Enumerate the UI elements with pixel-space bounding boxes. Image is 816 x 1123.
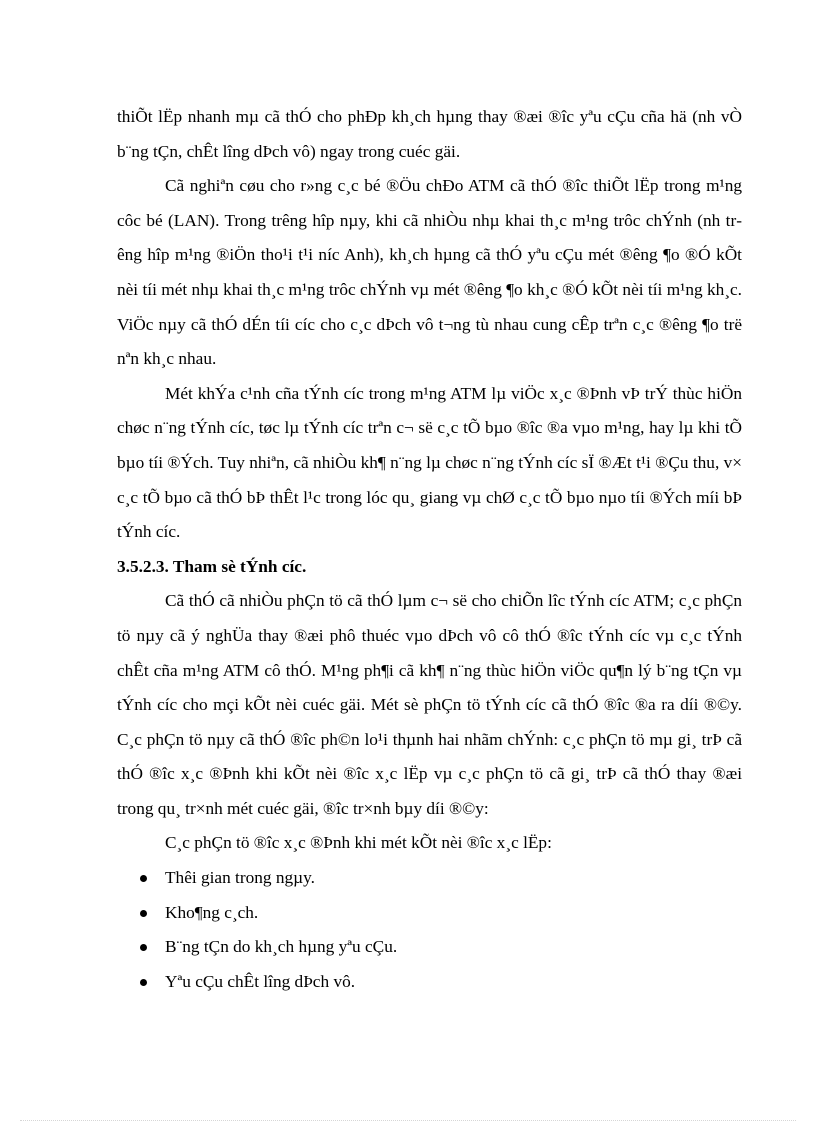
paragraph-2: Cã nghiªn cøu cho r»ng c¸c bé ®Öu chÐo ATM cã thÓ ®îc thiÕt lËp trong m¹ng côc bé (LAN). Trong trêng hîp nµy, khi cã nhiÒu nhµ khai th¸c m¹ng trôc chÝnh (nh trêng hîp m¹ng ®iÖn tho¹i t¹i níc Anh), kh¸ch hµng cã thÓ yªu cÇu mét ®êng ¶o ®Ó kÕt nèi tíi mét nhµ khai th¸c m¹ng trôc chÝnh vµ mét ®êng ¶o kh¸c ®Ó kÕt nèi tíi m¹ng kh¸c. ViÖc nµy cã thÓ dÉn tíi cíc cho c¸c dÞch vô t¬ng tù nhau cung cÊp trªn c¸c ®êng ¶o trë nªn kh¸c nhau. — [117, 176, 742, 369]
paragraph-5: C¸c phÇn tö ®îc x¸c ®Þnh khi mét kÕt nèi ®îc x¸c lËp: — [165, 833, 552, 853]
bullet-dot-icon — [140, 944, 147, 951]
bullet-list — [117, 861, 742, 999]
paragraph-4: Cã thÓ cã nhiÒu phÇn tö cã thÓ lµm c¬ së cho chiÕn lîc tÝnh cíc ATM; c¸c phÇn tö nµy cã ý nghÜa thay ®æi phô thuéc vµo dÞch vô cô thÓ ®îc tÝnh cíc vµ c¸c tÝnh chÊt cña m¹ng ATM cô thÓ. M¹ng ph¶i cã kh¶ n¨ng thùc hiÖn viÖc qu¶n lý b¨ng tÇn vµ tÝnh cíc cho mçi kÕt nèi cuéc gäi. Mét sè phÇn tö tÝnh cíc cã thÓ ®îc ®a ra díi ®©y. C¸c phÇn tö nµy cã thÓ ®îc ph©n lo¹i thµnh hai nhãm chÝnh: c¸c phÇn tö mµ gi¸ trÞ cã thÓ ®îc x¸c ®Þnh khi kÕt nèi ®îc x¸c lËp vµ c¸c phÇn tö cã gi¸ trÞ cã thÓ thay ®æi trong qu¸ tr×nh mét cuéc gäi, ®îc tr×nh bµy díi ®©y: — [117, 591, 742, 818]
list-item-text: Yªu cÇu chÊt lîng dÞch vô. — [165, 971, 356, 991]
footer-divider — [20, 1120, 796, 1121]
list-item-text: Thêi gian trong ngµy. — [165, 868, 315, 888]
list-item — [117, 965, 742, 1000]
list-item — [117, 861, 742, 896]
paragraph-3: Mét khÝa c¹nh cña tÝnh cíc trong m¹ng ATM lµ viÖc x¸c ®Þnh vÞ trÝ thùc hiÖn chøc n¨ng tÝnh cíc, tøc lµ tÝnh cíc trªn c¬ së c¸c tÕ bµo ®îc ®a vµo m¹ng, hay lµ khi tÕ bµo tíi ®Ých. Tuy nhiªn, cã nhiÒu kh¶ n¨ng lµ chøc n¨ng tÝnh cíc sÏ ®Æt t¹i ®Çu thu, v× c¸c tÕ bµo cã thÓ bÞ thÊt l¹c trong lóc qu¸ giang vµ chØ c¸c tÕ bµo nµo tíi ®Ých míi bÞ tÝnh cíc. — [117, 383, 742, 542]
bullet-dot-icon — [140, 875, 147, 882]
bullet-dot-icon — [140, 910, 147, 917]
document-page — [117, 100, 742, 999]
bullet-dot-icon — [140, 979, 147, 986]
list-item-text: Kho¶ng c¸ch. — [165, 902, 259, 922]
paragraph-1: thiÕt lËp nhanh mµ cã thÓ cho phÐp kh¸ch hµng thay ®æi ®îc yªu cÇu cña hä (nh vÒ b¨ng tÇn, chÊt lîng dÞch vô) ngay trong cuéc gäi. — [117, 107, 742, 161]
list-item — [117, 896, 742, 931]
list-item — [117, 930, 742, 965]
list-item-text: B¨ng tÇn do kh¸ch hµng yªu cÇu. — [165, 937, 398, 957]
section-heading: 3.5.2.3. Tham sè tÝnh cíc. — [117, 556, 307, 576]
